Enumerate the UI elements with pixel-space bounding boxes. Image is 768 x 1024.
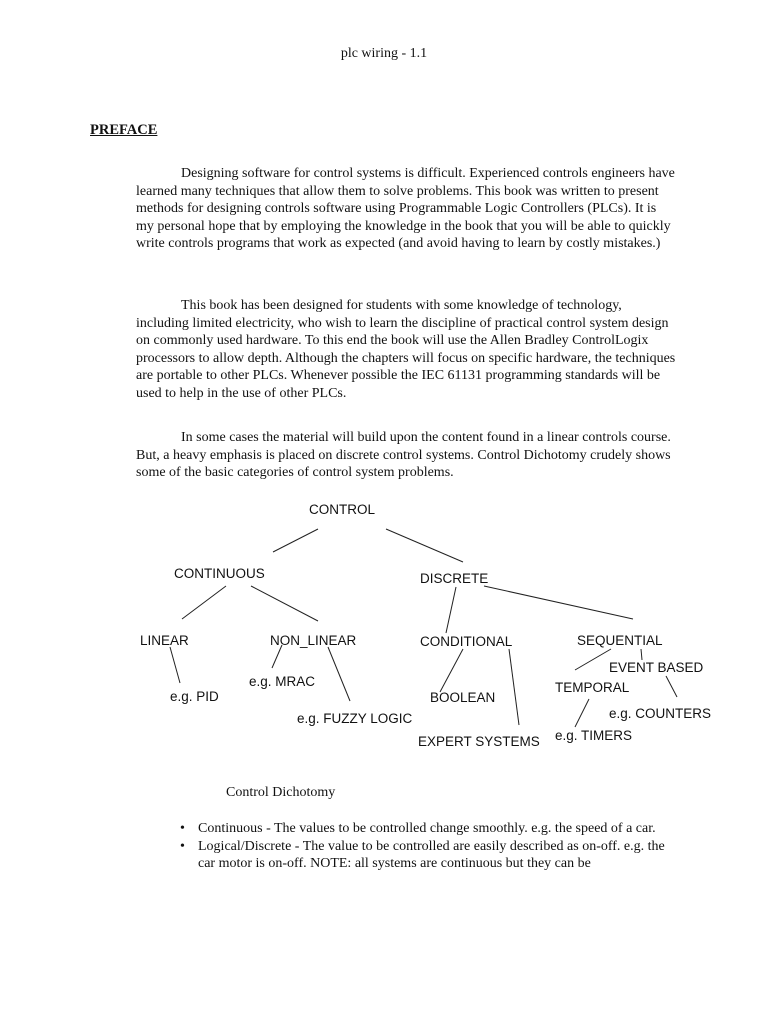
- list-item: [180, 820, 680, 838]
- edge-conditional-expert: [509, 649, 519, 725]
- paragraph-3: In some cases the material will build upon the content found in a linear controls course. But, a heavy emphasis is placed on discrete control systems. Control Dichotomy crudely shows some of the basic categories of control system problems.: [136, 430, 671, 481]
- node-counters: e.g. COUNTERS: [609, 706, 712, 721]
- node-temporal: TEMPORAL: [555, 680, 630, 695]
- bullet-symbol: •: [180, 821, 185, 836]
- node-pid: e.g. PID: [170, 689, 219, 704]
- edge-continuous-linear: [182, 586, 226, 619]
- node-mrac: e.g. MRAC: [249, 674, 316, 689]
- edge-sequential-temporal: [575, 649, 611, 670]
- edge-continuous-nonlinear: [251, 586, 318, 621]
- diagram-caption: Control Dichotomy: [226, 785, 336, 800]
- node-linear: LINEAR: [140, 633, 189, 648]
- edge-discrete-sequential: [484, 586, 633, 619]
- node-control: CONTROL: [309, 502, 376, 517]
- node-boolean: BOOLEAN: [430, 690, 496, 705]
- edge-temporal-timers: [575, 699, 589, 727]
- list-item: [180, 838, 680, 873]
- bullet-text: Continuous - The values to be controlled change smoothly. e.g. the speed of a car.: [198, 821, 656, 836]
- node-discrete: DISCRETE: [420, 571, 489, 586]
- node-event-based: EVENT BASED: [609, 660, 704, 675]
- bullet-symbol: •: [180, 838, 185, 854]
- paragraph-1: Designing software for control systems is difficult. Experienced controls engineers have learned many techniques that allow them to solve problems. This book was written to present methods for designing controls software using Programmable Logic Controllers (PLCs). It is my personal hope that by employing the knowledge in the book that you will be able to quickly write controls programs that work as expected (and avoid having to learn by costly mistakes.): [136, 166, 675, 252]
- edge-control-continuous: [273, 529, 318, 552]
- bullet-text: Logical/Discrete - The value to be controlled are easily described as on-off. e.g. the car motor is on-off. NOTE: all systems are continuous but they can be: [198, 838, 665, 872]
- node-fuzzy-logic: e.g. FUZZY LOGIC: [297, 711, 413, 726]
- page-header: plc wiring - 1.1: [340, 46, 428, 61]
- bullet-list: [180, 820, 680, 873]
- edge-event-counters: [666, 676, 677, 697]
- paragraph-2: This book has been designed for students with some knowledge of technology, including limited electricity, who wish to learn the discipline of practical control system design on commonly used hardware. To this end the book will use the Allen Bradley ControlLogix processors to allow depth. Although the chapters will focus on specific hardware, the techniques are portable to other PLCs. Whenever possible the IEC 61131 programming standards will be used to help in the use of other PLCs.: [136, 298, 676, 401]
- edge-conditional-boolean: [440, 649, 463, 692]
- edge-linear-pid: [170, 647, 180, 683]
- control-dichotomy-diagram: [0, 495, 768, 765]
- node-timers: e.g. TIMERS: [555, 728, 633, 743]
- section-heading: PREFACE: [90, 122, 158, 138]
- node-conditional: CONDITIONAL: [420, 634, 513, 649]
- edge-nonlinear-fuzzy: [328, 647, 350, 701]
- node-sequential: SEQUENTIAL: [577, 633, 663, 648]
- edge-discrete-conditional: [446, 587, 456, 633]
- node-non-linear: NON_LINEAR: [270, 633, 357, 648]
- edge-control-discrete: [386, 529, 463, 562]
- edge-sequential-event: [641, 649, 642, 660]
- edge-nonlinear-mrac: [272, 645, 282, 668]
- node-continuous: CONTINUOUS: [174, 566, 265, 581]
- node-expert-systems: EXPERT SYSTEMS: [418, 734, 540, 749]
